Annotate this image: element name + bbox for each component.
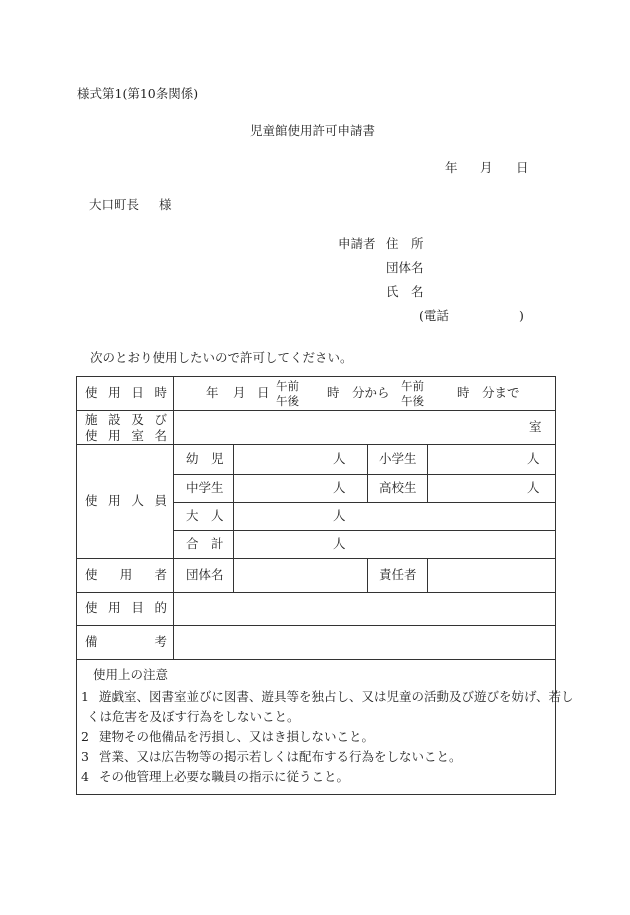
users-adult-label: 大 人 xyxy=(186,508,224,523)
users-junior-high-label: 中学生 xyxy=(186,480,224,495)
users-total-label: 合 計 xyxy=(186,536,224,551)
users-high-school-label: 高校生 xyxy=(379,480,417,495)
usage-minute-to-label: 分まで xyxy=(482,385,520,400)
addressee: 大口町長 xyxy=(89,197,140,212)
intro-text: 次のとおり使用したいので許可してください。 xyxy=(90,350,353,365)
users-elementary-label: 小学生 xyxy=(379,451,417,466)
usage-am-label-from: 午前 xyxy=(276,379,299,393)
notes-heading: 使用上の注意 xyxy=(93,667,169,682)
remarks-label: 備 考 xyxy=(85,634,167,649)
notes-item-3-text: 営業、又は広告物等の掲示若しくは配布する行為をしないこと。 xyxy=(99,749,462,764)
date-day-label: 日 xyxy=(516,160,529,175)
notes-item-3-number: 3 xyxy=(81,749,89,764)
facility-label: 施 設 及 び 使 用 室 名 xyxy=(85,412,167,443)
usage-pm-label-to: 午後 xyxy=(401,394,424,408)
applicant-address-label: 住 所 xyxy=(386,236,424,251)
usage-year-label: 年 xyxy=(206,385,219,400)
usage-hour-to-label: 時 xyxy=(457,385,470,400)
usage-minute-from-label: 分から xyxy=(352,385,390,400)
date-year-label: 年 xyxy=(445,160,458,175)
applicant-group-label: 団体名 xyxy=(386,260,424,275)
applicant-name-label: 氏 名 xyxy=(386,284,424,299)
addressee-honorific: 様 xyxy=(159,197,172,212)
users-adult-unit: 人 xyxy=(333,508,346,523)
applicant-phone-open: (電話 xyxy=(419,308,449,323)
users-label: 使 用 人 員 xyxy=(85,493,167,508)
user-group-label: 団体名 xyxy=(186,567,224,582)
users-infant-unit: 人 xyxy=(333,451,346,466)
user-manager-label: 責任者 xyxy=(379,567,417,582)
usage-datetime-label: 使 用 日 時 xyxy=(85,385,167,400)
applicant-label: 申請者 xyxy=(338,236,376,251)
notes-item-1-continuation: くは危害を及ぼす行為をしないこと。 xyxy=(87,709,300,724)
users-total-unit: 人 xyxy=(333,536,346,551)
date-month-label: 月 xyxy=(480,160,493,175)
notes-item-2-text: 建物その他備品を汚損し、又はき損しないこと。 xyxy=(99,729,375,744)
document-title: 児童館使用許可申請書 xyxy=(250,123,376,138)
usage-pm-label-from: 午後 xyxy=(276,394,299,408)
usage-month-label: 月 xyxy=(233,385,246,400)
application-form-table xyxy=(76,376,574,795)
notes-item-1-number: 1 xyxy=(81,689,89,704)
usage-am-label-to: 午前 xyxy=(401,379,424,393)
users-elementary-unit: 人 xyxy=(527,451,540,466)
notes-item-2-number: 2 xyxy=(81,729,89,744)
usage-hour-from-label: 時 xyxy=(327,385,340,400)
users-infant-label: 幼 児 xyxy=(186,451,224,466)
users-junior-high-unit: 人 xyxy=(333,480,346,495)
usage-day-label: 日 xyxy=(257,385,270,400)
notes-item-4-number: 4 xyxy=(81,769,89,784)
form-number: 様式第1(第10条関係) xyxy=(77,86,199,101)
purpose-label: 使 用 目 的 xyxy=(85,600,167,615)
notes-item-1-text: 遊戯室、図書室並びに図書、遊具等を独占し、又は児童の活動及び遊びを妨げ、若し xyxy=(99,689,574,704)
user-label: 使 用 者 xyxy=(85,567,167,582)
notes-item-4-text: その他管理上必要な職員の指示に従うこと。 xyxy=(99,769,350,784)
facility-room-unit: 室 xyxy=(529,419,542,434)
applicant-phone-close: ) xyxy=(519,308,524,323)
users-high-school-unit: 人 xyxy=(527,480,540,495)
